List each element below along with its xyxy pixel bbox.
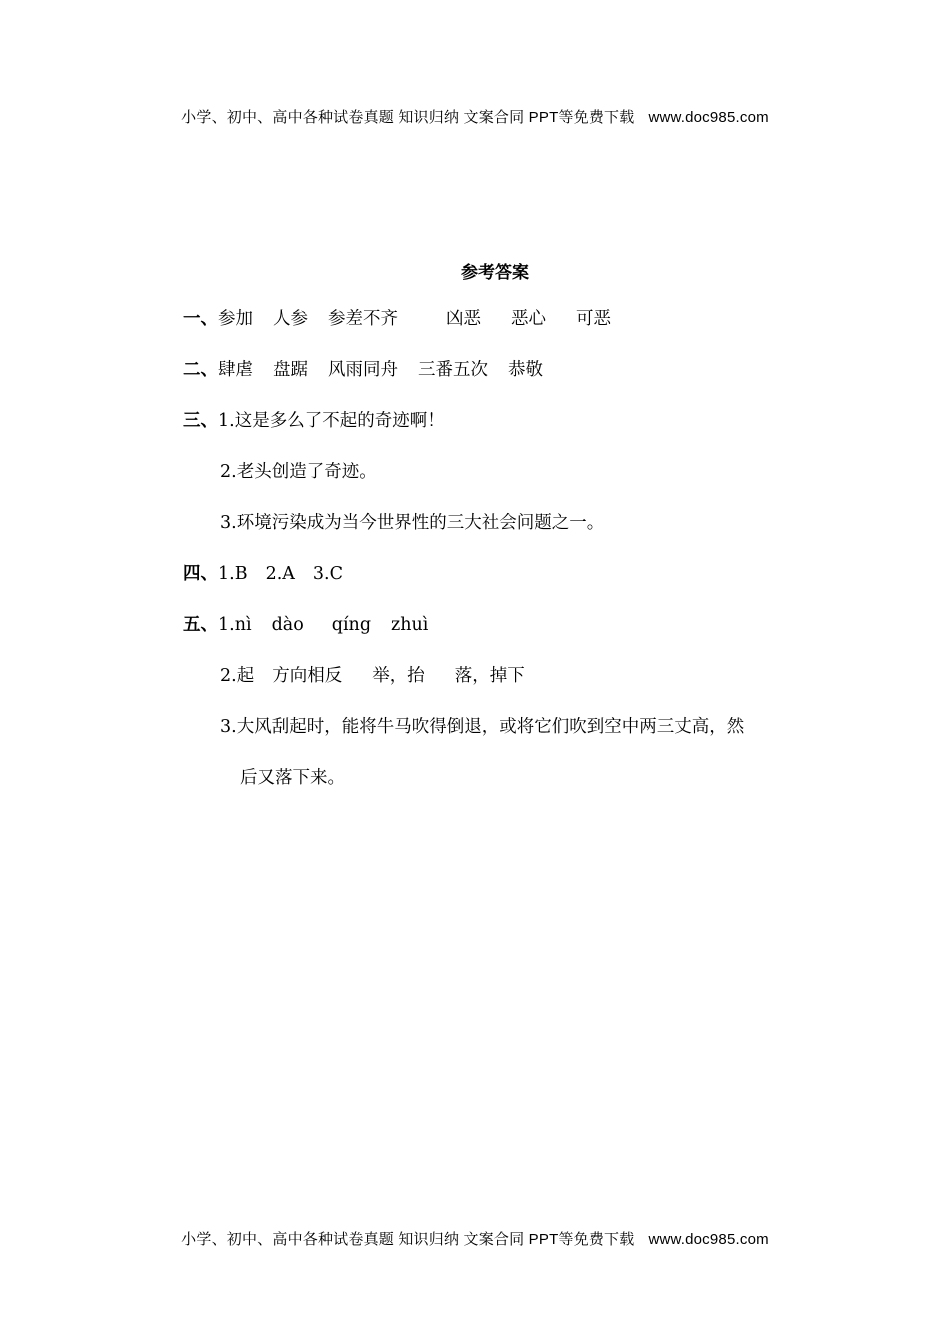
section-5-item-3-line-1 [220, 716, 744, 738]
answer-item: 方向相反 [272, 666, 343, 686]
header-banner-url[interactable]: www.doc985.com [648, 109, 769, 126]
section-3-label: 三、 [183, 411, 218, 431]
section-3-item-2 [220, 461, 377, 483]
section-5-item-3-line-2 [240, 767, 345, 789]
answer-item: 后又落下来。 [240, 768, 345, 788]
answer-item: 可恶 [576, 309, 611, 329]
answer-item: 三番五次 [418, 360, 488, 380]
answer-item: 3.C [312, 564, 343, 584]
header-banner-text: 小学、初中、高中各种试卷真题 知识归纳 文案合同 PPT等免费下载 [181, 109, 635, 126]
answer-item: 参差不齐 [328, 309, 398, 329]
section-2-label: 二、 [183, 360, 218, 380]
section-5-label: 五、 [183, 615, 218, 635]
answer-item: 1.B [218, 564, 248, 584]
section-4-label: 四、 [183, 564, 218, 584]
footer-banner [0, 1228, 950, 1249]
section-1-label: 一、 [183, 309, 218, 329]
answer-item: 凶恶 [446, 309, 481, 329]
section-4 [183, 563, 343, 585]
page-title: 参考答案 [461, 263, 529, 283]
answer-item: 恶心 [511, 309, 546, 329]
answer-item: 恭敬 [508, 360, 543, 380]
answer-item: 1.这是多么了不起的奇迹啊！ [218, 411, 445, 431]
answer-item: 3.大风刮起时，能将牛马吹得倒退，或将它们吹到空中两三丈高，然 [220, 717, 745, 737]
answer-item: 肆虐 [218, 360, 253, 380]
section-3-item-1 [183, 410, 445, 432]
answer-item: 盘踞 [273, 360, 308, 380]
section-5-item-2 [220, 665, 525, 687]
footer-banner-text: 小学、初中、高中各种试卷真题 知识归纳 文案合同 PPT等免费下载 [181, 1231, 635, 1248]
pinyin-item: zhuì [391, 615, 429, 635]
answer-item: 2.起 [220, 666, 255, 686]
section-3-item-3 [220, 512, 604, 534]
answer-item: 2.老头创造了奇迹。 [220, 462, 377, 482]
answer-item: 参加 [218, 309, 253, 329]
answer-item: 落，掉下 [454, 666, 525, 686]
answer-item: 人参 [273, 309, 308, 329]
answer-item: 2.A [265, 564, 295, 584]
footer-banner-url[interactable]: www.doc985.com [648, 1231, 769, 1248]
pinyin-item: 1.nì [218, 615, 252, 635]
answer-item: 风雨同舟 [328, 360, 398, 380]
section-2 [183, 359, 543, 381]
header-banner [0, 106, 950, 127]
answer-item: 举，抬 [372, 666, 425, 686]
pinyin-item: dào [271, 615, 304, 635]
pinyin-item: qíng [331, 615, 372, 635]
section-1 [183, 308, 611, 330]
section-5-item-1 [183, 614, 428, 636]
answer-item: 3.环境污染成为当今世界性的三大社会问题之一。 [220, 513, 605, 533]
